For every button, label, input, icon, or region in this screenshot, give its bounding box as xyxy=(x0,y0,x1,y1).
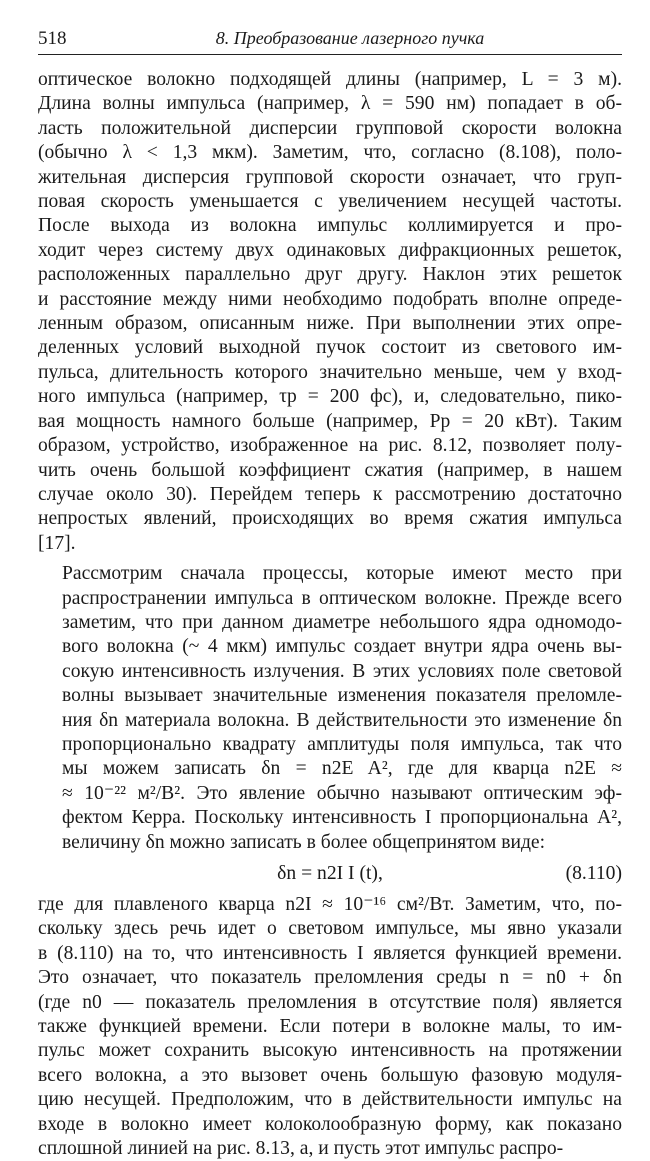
text-line: распространении импульса в оптическом волокне. Прежде всего xyxy=(62,587,622,609)
paragraph-1 xyxy=(38,68,622,556)
text-line: ходит через систему двух одинаковых дифракционных решеток, xyxy=(38,239,622,261)
text-line: Это означает, что показатель преломления среды n = n0 + δn xyxy=(38,967,622,989)
text-line: ленным образом, описанным ниже. При выполнении этих опре- xyxy=(38,313,622,335)
text-line: и расстояние между ними необходимо подобрать вполне опреде- xyxy=(38,288,622,310)
text-line: чить очень большой коэффициент сжатия (например, в нашем xyxy=(38,459,622,481)
text-line: пульса, длительность которого значительно меньше, чем у вход- xyxy=(38,361,622,383)
text-line: величину δn можно записать в более общепринятом виде: xyxy=(62,831,546,853)
text-line: расположенных параллельно друг другу. Наклон этих решеток xyxy=(38,264,622,286)
text-line: оптическое волокно подходящей длины (например, L = 3 м). xyxy=(38,69,622,90)
page-body xyxy=(38,68,622,1161)
text-line: цию несущей. Предположим, что в действительности импульс на xyxy=(38,1089,622,1111)
text-line: Длина волны импульса (например, λ = 590 нм) попадает в об- xyxy=(38,93,622,115)
text-line: в (8.110) на то, что интенсивность I является функцией времени. xyxy=(38,942,622,964)
text-line: вого волокна (~ 4 мкм) импульс создает внутри ядра очень вы- xyxy=(62,636,622,658)
text-line: (где n0 — показатель преломления в отсутствие поля) является xyxy=(38,991,622,1013)
text-line: пульс может сохранить высокую интенсивность на протяжении xyxy=(38,1040,622,1062)
text-line: сокую интенсивность излучения. В этих условиях поле световой xyxy=(62,660,622,682)
text-line: После выхода из волокна импульс коллимируется и про- xyxy=(38,215,622,237)
text-line: жительная дисперсия групповой скорости означает, что груп- xyxy=(38,166,622,188)
text-line: фектом Керра. Поскольку интенсивность I пропорциональна A², xyxy=(62,807,622,829)
text-line: где для плавленого кварца n2I ≈ 10⁻¹⁶ см²/Вт. Заметим, что, по- xyxy=(38,894,622,915)
running-title: 8. Преобразование лазерного пучка xyxy=(215,28,485,48)
text-line: (обычно λ < 1,3 мкм). Заметим, что, согласно (8.108), поло- xyxy=(38,142,622,164)
text-line: образом, устройство, изображенное на рис. 8.12, позволяет полу- xyxy=(38,435,622,457)
page-number: 518 xyxy=(38,28,67,49)
text-line: также функцией времени. Если потери в волокне малы, то им- xyxy=(38,1016,622,1038)
text-line: повая скорость уменьшается с увеличением несущей частоты. xyxy=(38,191,622,213)
equation-number: (8.110) xyxy=(565,863,622,884)
equation-formula: δn = n2I I (t), xyxy=(277,863,383,884)
text-line: мы можем записать δn = n2E A², где для кварца n2E ≈ xyxy=(62,758,622,780)
text-line: сплошной линией на рис. 8.13, а, и пусть этот импульс распро- xyxy=(38,1138,564,1160)
text-line: пропорционально квадрату амплитуды поля импульса, так что xyxy=(62,733,622,755)
running-header xyxy=(38,28,622,55)
paragraph-2 xyxy=(38,562,622,855)
text-line: непростых явлений, происходящих во время сжатия импульса xyxy=(38,508,622,530)
text-line: ласть положительной дисперсии групповой скорости волокна xyxy=(38,117,622,139)
text-line: скольку здесь речь идет о световом импульсе, мы явно указали xyxy=(38,918,622,940)
text-line: [17]. xyxy=(38,532,76,554)
text-line: заметим, что при данном диаметре небольшого ядра одномодо- xyxy=(62,611,622,633)
paragraph-3 xyxy=(38,893,622,1161)
text-line: входе в волокно имеет колоколообразную форму, как показано xyxy=(38,1113,622,1135)
text-line: Рассмотрим сначала процессы, которые имеют место при xyxy=(62,563,622,585)
text-line: деленных условий выходной пучок состоит из светового им- xyxy=(38,337,622,359)
text-line: вая мощность намного больше (например, Pp = 20 кВт). Таким xyxy=(38,410,622,432)
text-line: случае около 30). Перейдем теперь к рассмотрению достаточно xyxy=(38,483,622,505)
text-line: ния δn материала волокна. В действительности это изменение δn xyxy=(62,709,622,731)
text-line: ного импульса (например, τp = 200 фс), и, следовательно, пико- xyxy=(38,386,622,408)
text-line: ≈ 10⁻²² м²/В². Это явление обычно называют оптическим эф- xyxy=(62,782,622,804)
equation-8-110 xyxy=(38,855,622,893)
text-line: всего волокна, а это вызовет очень большую фазовую модуля- xyxy=(38,1064,622,1086)
text-line: волны вызывает значительные изменения показателя преломле- xyxy=(62,685,622,707)
